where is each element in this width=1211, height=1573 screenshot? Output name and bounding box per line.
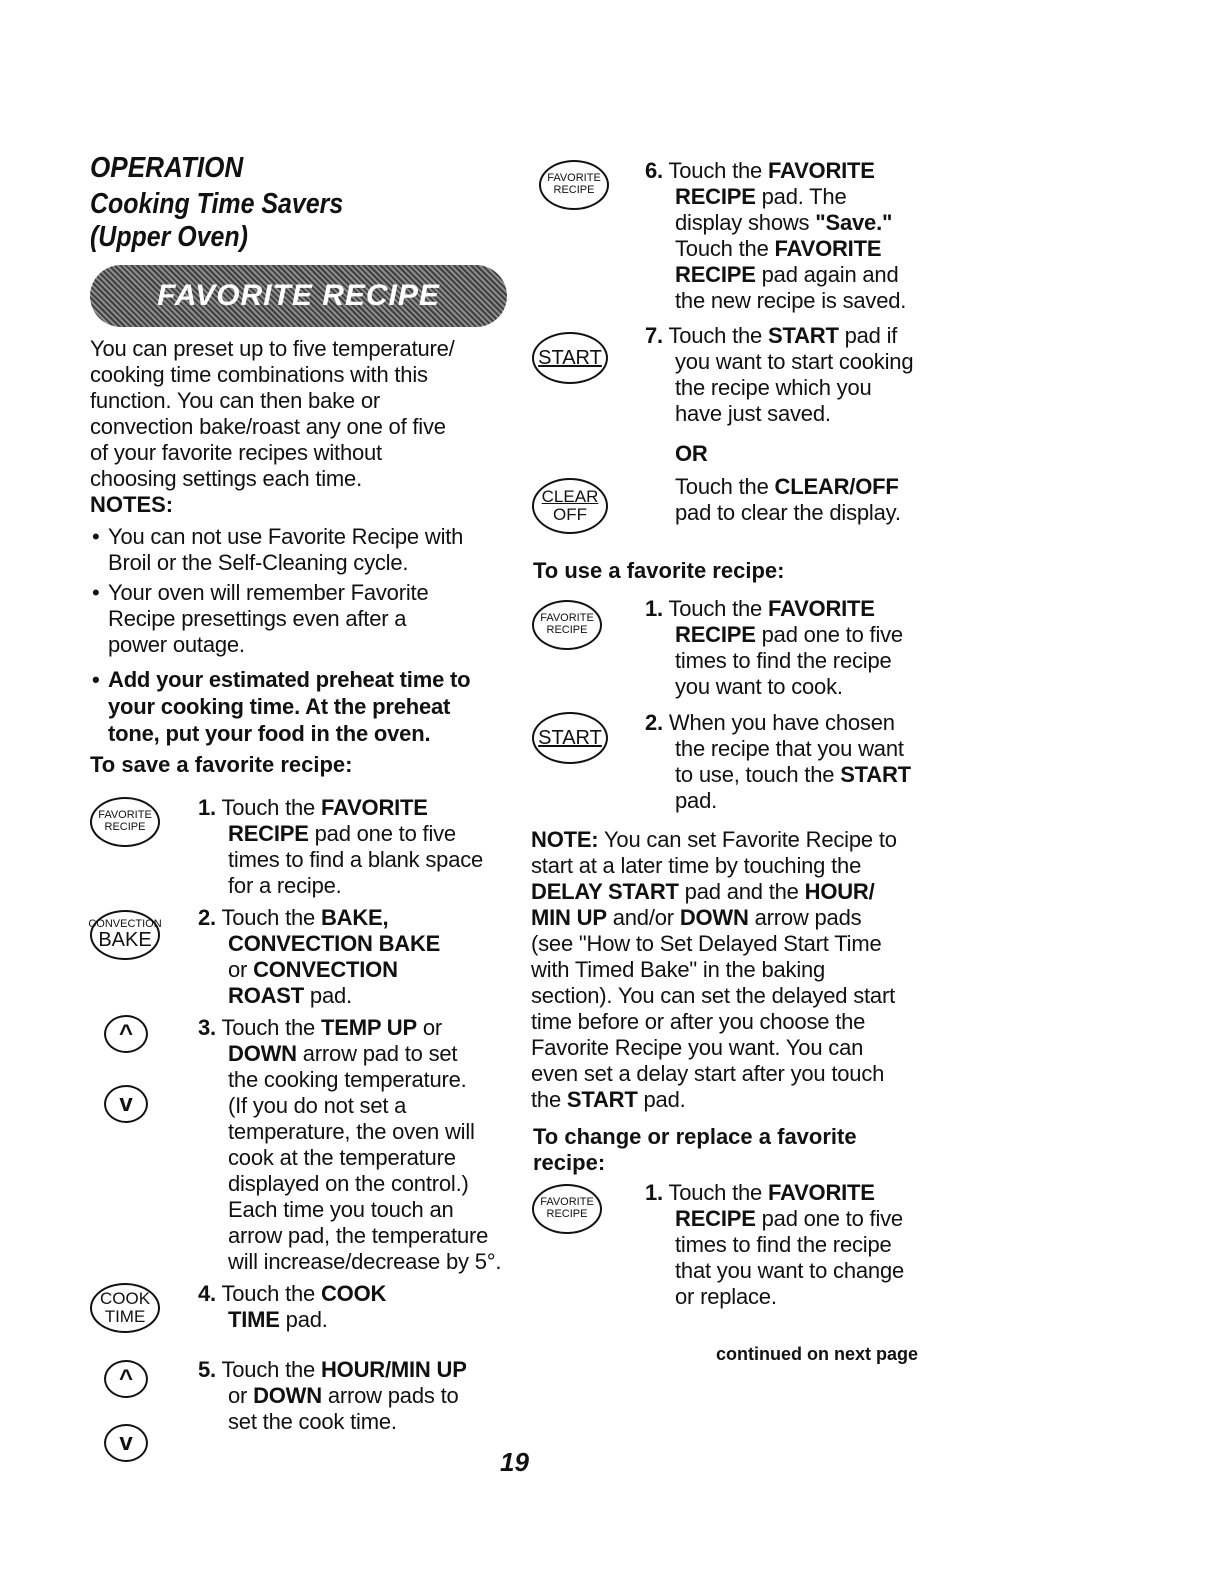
favorite-recipe-pad-icon: FAVORITE RECIPE [532, 1184, 602, 1234]
change-heading: To change or replace a favorite recipe: [533, 1124, 857, 1175]
save-step-3: 3. Touch the TEMP UP or DOWN arrow pad to set the cooking temperature. (If you do not set a temperature, the oven will cook at the temperature displayed on the control.) Each time you touch an arrow pad, the temperature will increase/decrease by 5°. [198, 1015, 502, 1274]
section-title: OPERATION [90, 152, 244, 184]
temp-up-arrow-icon: ^ [104, 1015, 148, 1053]
hour-min-down-arrow-icon: v [104, 1424, 148, 1462]
clear-off-pad-icon: CLEAR OFF [532, 478, 608, 534]
notes-list [90, 524, 510, 747]
change-step-1: 1. Touch the FAVORITE RECIPE pad one to five times to find the recipe that you want to change or replace. [645, 1180, 905, 1309]
save-heading: To save a favorite recipe: [90, 752, 353, 777]
continued-note: continued on next page [716, 1344, 919, 1364]
favorite-recipe-banner [90, 265, 507, 327]
convection-bake-pad-icon: CONVECTION BAKE [90, 910, 160, 960]
start-pad-icon: START [532, 332, 608, 384]
use-step-1: 1. Touch the FAVORITE RECIPE pad one to five times to find the recipe you want to cook. [645, 596, 903, 699]
save-step-1: 1. Touch the FAVORITE RECIPE pad one to five times to find a blank space for a recipe. [198, 795, 484, 898]
save-step-4: 4. Touch the COOK TIME pad. [198, 1281, 387, 1332]
clear-step: Touch the CLEAR/OFF pad to clear the display. [675, 474, 901, 525]
note-item: • Your oven will remember Favorite Recipe presettings even after a power outage. [92, 580, 429, 657]
save-step-5: 5. Touch the HOUR/MIN UP or DOWN arrow pads to set the cook time. [198, 1357, 467, 1434]
subtitle [90, 188, 343, 254]
page-number: 19 [500, 1447, 529, 1477]
save-step-2: 2. Touch the BAKE, CONVECTION BAKE or CONVECTION ROAST pad. [198, 905, 441, 1008]
hour-min-up-arrow-icon: ^ [104, 1360, 148, 1398]
save-step-7: 7. Touch the START pad if you want to start cooking the recipe which you have just saved. [645, 323, 914, 426]
start-pad-icon: START [532, 712, 608, 764]
note-item-bold: • Add your estimated preheat time to your cooking time. At the preheat tone, put your food in the oven. [92, 667, 471, 746]
delay-start-note: NOTE: You can set Favorite Recipe to start at a later time by touching the DELAY START pad and the HOUR/ MIN UP and/or DOWN arrow pads (see "How to Set Delayed Start Time with Timed Bake" in the baking section). You can set the delayed start time before or after you choose the Favorite Recipe you want. You can even set a delay start after you touch the START pad. [531, 827, 897, 1112]
favorite-recipe-pad-icon: FAVORITE RECIPE [532, 600, 602, 650]
save-step-6: 6. Touch the FAVORITE RECIPE pad. The display shows "Save." Touch the FAVORITE RECIPE pad again and the new recipe is saved. [645, 158, 907, 313]
use-heading: To use a favorite recipe: [533, 558, 785, 583]
intro-paragraph: You can preset up to five temperature/ cooking time combinations with this function. You can then bake or convection bake/roast any one of five of your favorite recipes without choosing settings each time. [90, 336, 455, 491]
use-step-2: 2. When you have chosen the recipe that you want to use, touch the START pad. [645, 710, 911, 813]
notes-heading: NOTES: [90, 492, 174, 517]
banner-label: FAVORITE RECIPE [157, 279, 440, 312]
or-label: OR [675, 441, 708, 466]
temp-down-arrow-icon: v [104, 1085, 148, 1123]
cook-time-pad-icon: COOK TIME [90, 1283, 160, 1333]
note-item: • You can not use Favorite Recipe with Broil or the Self-Cleaning cycle. [92, 524, 464, 575]
subtitle-line-2: (Upper Oven) [90, 221, 248, 253]
favorite-recipe-pad-icon: FAVORITE RECIPE [539, 160, 609, 210]
subtitle-line-1: Cooking Time Savers [90, 188, 344, 220]
favorite-recipe-pad-icon: FAVORITE RECIPE [90, 797, 160, 847]
